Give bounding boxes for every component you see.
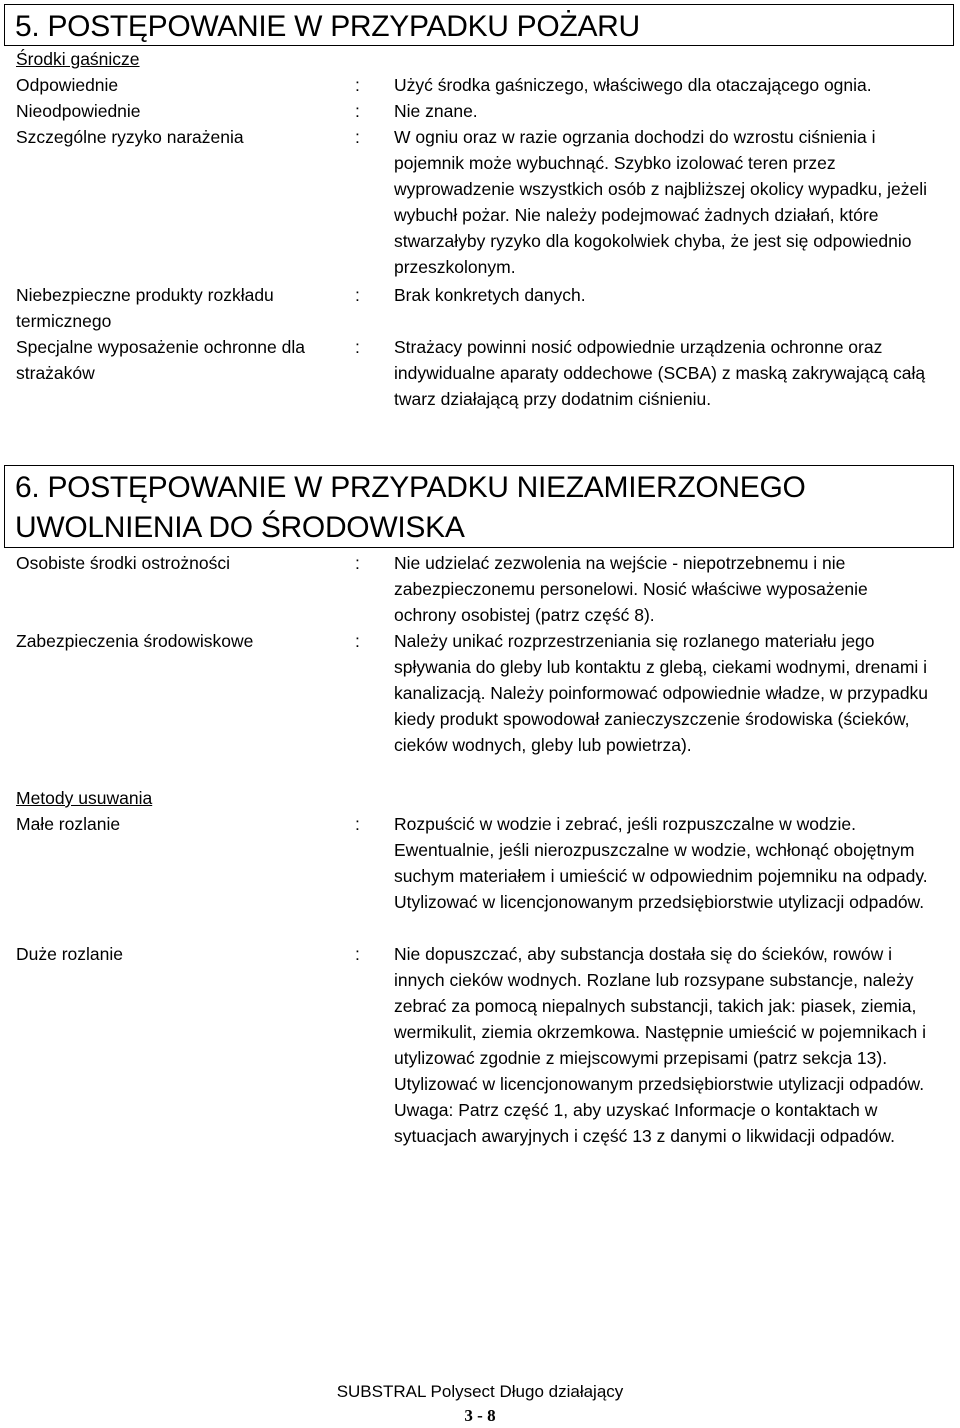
row-colon: : [355, 285, 360, 305]
row-label: Zabezpieczenia środowiskowe [16, 631, 254, 651]
row-value: Użyć środka gaśniczego, właściwego dla otaczającego ognia. [394, 75, 872, 95]
row-label: Duże rozlanie [16, 944, 123, 964]
row-label: Nieodpowiednie [16, 101, 141, 121]
row-colon: : [355, 75, 360, 95]
row-value: Nie udzielać zezwolenia na wejście - niepotrzebnemu i nie zabezpieczonemu personelowi. Nosić właściwe wyposażenie ochrony osobistej (patrz część 8). [394, 553, 868, 625]
row-label: Osobiste środki ostrożności [16, 553, 230, 573]
row-label: Specjalne wyposażenie ochronne dla strażaków [16, 337, 305, 383]
row-colon: : [355, 944, 360, 964]
row-colon: : [355, 814, 360, 834]
row-value: Rozpuścić w wodzie i zebrać, jeśli rozpuszczalne w wodzie. Ewentualnie, jeśli nierozpuszczalne w wodzie, wchłonąć obojętnym suchym materiałem i umieścić w odpowiednim pojemniku na odpady. Utylizować w licencjonowanym przedsiębiorstwie utylizacji odpadów. [394, 814, 928, 912]
row-value: Strażacy powinni nosić odpowiednie urządzenia ochronne oraz indywidualne aparaty oddechowe (SCBA) z maską zakrywającą całą twarz działającą przy dodatnim ciśnieniu. [394, 337, 926, 409]
row-colon: : [355, 631, 360, 651]
row-colon: : [355, 101, 360, 121]
section-6-title: 6. POSTĘPOWANIE W PRZYPADKU NIEZAMIERZONEGO UWOLNIENIA DO ŚRODOWISKA [4, 465, 954, 548]
row-label: Odpowiednie [16, 75, 119, 95]
row-value: W ogniu oraz w razie ogrzania dochodzi do wzrostu ciśnienia i pojemnik może wybuchnąć. Szybko izolować teren przez wyprowadzenie wszystkich osób z najbliższej okolicy wypadku, jeżeli wybuchł pożar. Nie należy podejmować żadnych działań, które stwarzałyby ryzyko dla kogokolwiek chyba, że jest się odpowiednio przeszkolonym. [394, 127, 928, 277]
row-colon: : [355, 337, 360, 357]
row-label: Małe rozlanie [16, 814, 121, 834]
row-value: Należy unikać rozprzestrzeniania się rozlanego materiału jego spływania do gleby lub kontaktu z glebą, ciekami wodnymi, drenami i kanalizacją. Należy poinformować odpowiednie władze, w przypadku kiedy produkt spowodował zanieczyszczenie środowiska (ścieków, cieków wodnych, gleby lub powietrza). [394, 631, 929, 755]
row-colon: : [355, 127, 360, 147]
row-value: Nie znane. [394, 101, 478, 121]
cleanup-methods-subheading: Metody usuwania [16, 788, 153, 808]
row-colon: : [355, 553, 360, 573]
row-value: Brak konkretych danych. [394, 285, 586, 305]
row-label: Szczególne ryzyko narażenia [16, 127, 244, 147]
section-5-title: 5. POSTĘPOWANIE W PRZYPADKU POŻARU [4, 4, 954, 46]
footer-product-name: SUBSTRAL Polysect Długo działający [336, 1382, 624, 1401]
row-label: Niebezpieczne produkty rozkładu termicznego [16, 285, 274, 331]
row-value: Nie dopuszczać, aby substancja dostała się do ścieków, rowów i innych cieków wodnych. Rozlane lub rozsypane substancje, należy zebrać za pomocą niepalnych substancji, takich jak: piasek, ziemia, wermikulit, ziemia okrzemkowa. Następnie umieścić w pojemnikach i utylizować zgodnie z miejscowymi przepisami (patrz sekcja 13). Utylizować w licencjonowanym przedsiębiorstwie utylizacji odpadów. Uwaga: Patrz część 1, aby uzyskać Informacje o kontaktach w sytuacjach awaryjnych i część 13 z danymi o likwidacji odpadów. [394, 944, 926, 1146]
extinguishing-media-subheading: Środki gaśnicze [16, 49, 140, 69]
footer-page-number: 3 - 8 [464, 1406, 496, 1425]
